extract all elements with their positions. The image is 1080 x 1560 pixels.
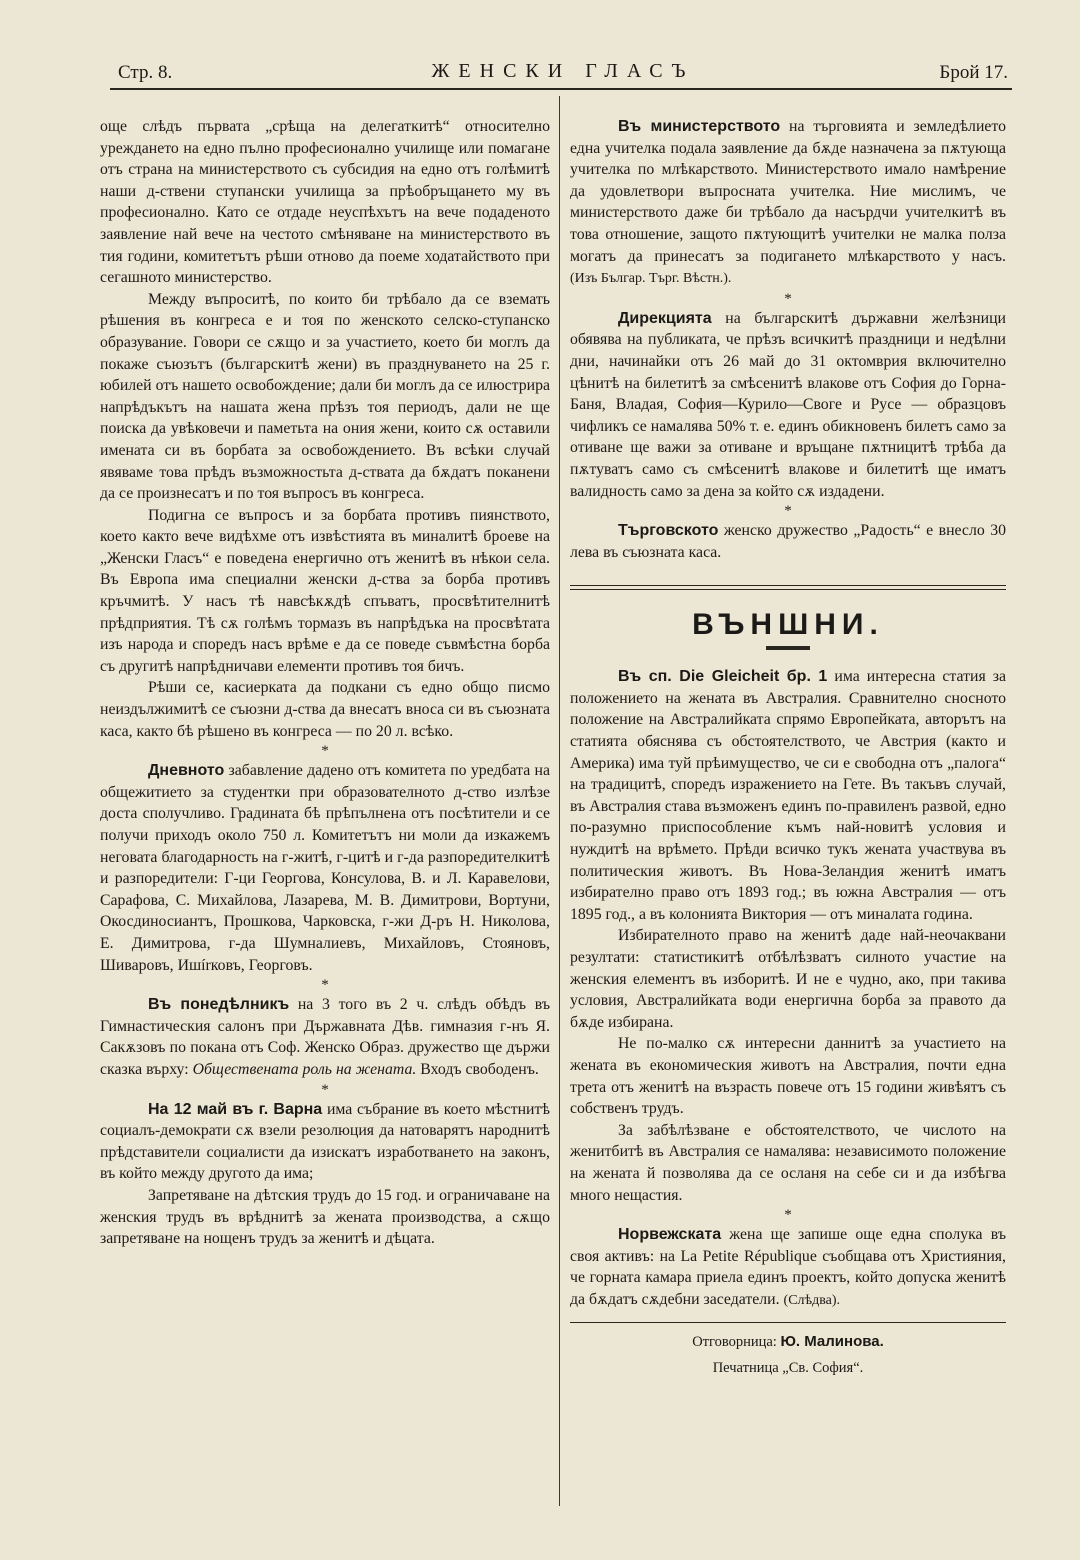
news-text: на българскитѣ държавни желѣзници обявява на публиката, че прѣзъ всичкитѣ праздници и недѣлни дни, начинайки отъ 26 май до 31 октомврия включително цѣнитѣ на билетитѣ за смѣсенитѣ влакове отъ София до Горна-Баня, Владая, София—Курило—Своге и Русе — образцовъ чифликъ се намалява 50% т. е. единъ обикновенъ билетъ само за отиване ще важи за отиване и връщане пѫтницитѣ трѣба да пѫтуватъ само съ смѣсенитѣ влакове и билетитѣ ще иматъ валидность само за дена за който сѫ издадени.: [570, 309, 1006, 500]
separator-star: *: [784, 290, 792, 307]
news-text: жена ще запише още една сполука въ своя активъ: на La Petite République съобщава отъ Християния, че горната камара приела единъ проектъ, който допуска женитѣ да бѫдатъ сѫдебни заседатели.: [570, 1226, 1006, 1308]
right-column: [570, 116, 1006, 1381]
separator-star: *: [784, 503, 792, 520]
paragraph: още слѣдъ първата „срѣща на делегаткитѣ“ относително уреждането на едно пълно професионално училище или помагане отъ страна на министерството съ субсидия на едно отъ голѣмитѣ наши д-ствени ступански училища за прѣобръщането му въ професионално. Като се отдаде неуспѣхътъ на вече подаденото заявление най вече на честото смѣняване на министерството въ тия години, комитетътъ рѣши отново да поеме ходатайството при сегашното министерство.: [100, 118, 550, 287]
separator-star: *: [321, 977, 329, 994]
footer-rule: [570, 1322, 1006, 1323]
lecture-topic: Обществената роль на жената.: [192, 1060, 417, 1078]
news-item-lecture: [100, 994, 550, 1080]
news-lead: Търговското: [618, 522, 719, 540]
news-text: на търговията и земледѣлието една учителка подала заявление да бѫде назначена за пѫтующа учителка по млѣкарството. Министерството имало намѣрение да удовлетвори въпросната учителка. Ние мислимъ, че министерството даже би трѣбало да насърдчи учителкитѣ въ това отношение, защото пѫтующитѣ учителки не малка полза могатъ да принесатъ за подигането млѣкарството у насъ.: [570, 118, 1007, 265]
credits: [570, 1329, 1006, 1381]
header-rule: [110, 88, 1012, 90]
news-item-norway: [570, 1224, 1006, 1311]
news-item-gleicheit: [570, 666, 1006, 925]
news-text-end: Входъ свободенъ.: [416, 1060, 539, 1078]
page-number: Стр. 8.: [118, 62, 173, 83]
column-divider: [559, 96, 560, 1506]
news-text: забавление дадено отъ комитета по уредбата на общежитието за студентки при образователното д-ство излѣзе доста сполучливо. Градината бѣ прѣпълнена отъ посѣтители и се получи приходъ около 750 л. Комитетътъ ни моли да изкажемъ неговата благодарность на г-житѣ, г-цитѣ и г-да разпоредителкитѣ и разпоредители: Г-ци Георгова, Консулова, В. и Л. Каравелови, Сарафова, С. Михайлова, Лазарева, М. В. Димитрови, Вортуни, Окосдиносиантъ, Прошкова, Чарковска, г-жи Д-ръ Н. Николова, Е. Димитрова, г-да Шумналиевъ, Михайловъ, Стояновъ, Шиваровъ, Ишírковъ, Георговъ.: [100, 762, 550, 974]
paragraph: За забѣлѣзване е обстоятелството, че числото на женитбитѣ въ Австралия се намалява: независимото положение на жената й позволява да се осланя на себе си и да избѣгва много нещастия.: [570, 1121, 1006, 1204]
news-text: на 3 того въ 2 ч. слѣдъ обѣдъ въ Гимнастическия салонъ при Държавната Дѣв. гимназия г-нъ Я. Сакѫзовъ по покана отъ Соф. Женско Образ. дружество ще държи сказка върху:: [100, 996, 551, 1078]
news-item-student-dorm: [100, 760, 550, 976]
paragraph: Между въпроситѣ, по които би трѣбало да се вземать рѣшения въ конгреса е и тоя по женското селско-ступанско образувание. Говори се сѫщо и за участието, което би моглъ да покаже съюзътъ (българскитѣ жени) въ празднуването на 25 г. юбилей отъ нашето освобождение; дали би моглъ да се илюстрира напрѣдъкътъ на нашата жена прѣзъ тоя периодъ, дали не ще поиска да увѣковечи и паметьта на ония жени, които сѫ оставили имената си въ борбата за освобождението. Въ всѣки случай явяваме това прѣдъ възможностьта д-ствата да бѫдатъ поканени да се произнесатъ и по тоя въпросъ въ конгреса.: [100, 290, 550, 503]
editor-line: [570, 1329, 1006, 1355]
news-lead: Въ министерството: [618, 118, 781, 135]
news-item-radost: [570, 520, 1006, 563]
separator-star: *: [321, 743, 329, 760]
news-item-varna: [100, 1099, 550, 1185]
news-lead: Дирекцията: [618, 309, 712, 327]
news-lead: Дневното: [148, 762, 225, 780]
news-lead: На 12 май въ г. Варна: [148, 1100, 323, 1118]
paragraph: Рѣши се, касиерката да подкани съ едно общо писмо неиздължимитѣ се съюзни д-ства да внесатъ вноса си въ съюзната каса, както бѣ рѣшено въ конгреса — по 20 л. всѣко.: [100, 679, 550, 740]
printer-line: Печатница „Св. София“.: [712, 1359, 864, 1376]
editor-label: Отговорница:: [692, 1333, 781, 1350]
left-column: [100, 116, 550, 1250]
news-text: има интересна статия за положението на жената въ Австралия. Сравнително сносното положение на Австралийката спрямо Европейката, авторътъ на статията обяснява съ обстоятелството, че Австрия (както и Америка) има туй прѣимущество, че си е свободна отъ „палога“ на традицитѣ, споредъ изражението на Гете. Въ такъвъ случай, въ Австралия става възможенъ единъ по-правиленъ развой, едно по-разумно приспособление къмъ най-новитѣ условия и нуждитѣ на врѣмето. Прѣди всичко тукъ жената участвува въ политическия животъ. Въ Нова-Зеландия женитѣ иматъ избирателно право отъ 1893 год.; въ южна Австралия — отъ 1895 год., а въ колонията Виктория — отъ миналата година.: [570, 668, 1007, 923]
paragraph: Избирателното право на женитѣ даде най-неочаквани резултати: статистикитѣ отбѣлѣзватъ силното участие на женския елементъ въ изборитѣ. И не е чудно, ако, при такива условия, Австралийката води енергична борба за правото да бѫде избирана.: [570, 927, 1006, 1031]
paragraph: Не по-малко сѫ интересни даннитѣ за участието на жената въ економическия животъ на Австралия, почти една трета отъ женитѣ на възрасть повече отъ 15 години живѣятъ съ собственъ трудъ.: [570, 1035, 1006, 1118]
news-item-railways: [570, 308, 1006, 502]
issue-number: Брой 17.: [939, 62, 1008, 83]
paragraph: Подигна се въпросъ и за борбата противъ пиянството, което както вече видѣхме отъ извѣстията въ миналитѣ броеве на „Женски Гласъ“ е поведена енергично отъ женитѣ въ нѣкои села. Въ Европа има специални женски д-ства за борба противъ кръчмитѣ. У насъ тѣ навсѣкѫдѣ спъватъ, просвѣтителнитѣ прѣдприятия. Тѣ сѫ голѣмъ тормазъ въ напрѣдъка на просвѣтата изъ народа и споредъ насъ врѣме е да се поведе съвмѣстна борба съ другитѣ напрѣдничави елементи противъ тоя бичъ.: [100, 506, 550, 675]
separator-star: *: [321, 1081, 329, 1098]
section-double-rule: [570, 585, 1006, 590]
news-lead: Норвежската: [618, 1226, 722, 1244]
section-underline: [766, 646, 810, 650]
separator-star: *: [784, 1207, 792, 1224]
news-lead: Въ сп. Die Gleicheit бр. 1: [618, 668, 828, 686]
news-text: женско дружество „Радость“ е внесло 30 лева въ съюзната каса.: [570, 522, 1006, 561]
section-heading: ВЪНШНИ.: [692, 608, 884, 642]
paragraph: Запретяване на дѣтския трудъ до 15 год. и ограничаване на женския трудъ въ врѣднитѣ за жената производства, а сѫщо запретяване на нощенъ трудъ за женитѣ и дѣцата.: [100, 1186, 550, 1248]
news-text: има събрание въ което мѣстнитѣ социалъ-демократи сѫ взели резолюция да натоварятъ народнитѣ прѣдставители социалисти да изискатъ изработването на законъ, въ който между другото да има;: [100, 1100, 550, 1183]
to-be-continued: (Слѣдва).: [783, 1292, 841, 1308]
page-header: [118, 58, 1008, 88]
editor-name: Ю. Малинова.: [780, 1332, 884, 1350]
news-lead: Въ понедѣлникъ: [148, 996, 290, 1014]
newspaper-title: ЖЕНСКИ ГЛАСЪ: [431, 60, 695, 82]
news-source: (Изъ Българ. Търг. Вѣстн.).: [570, 271, 732, 287]
news-item-ministry: [570, 116, 1006, 290]
